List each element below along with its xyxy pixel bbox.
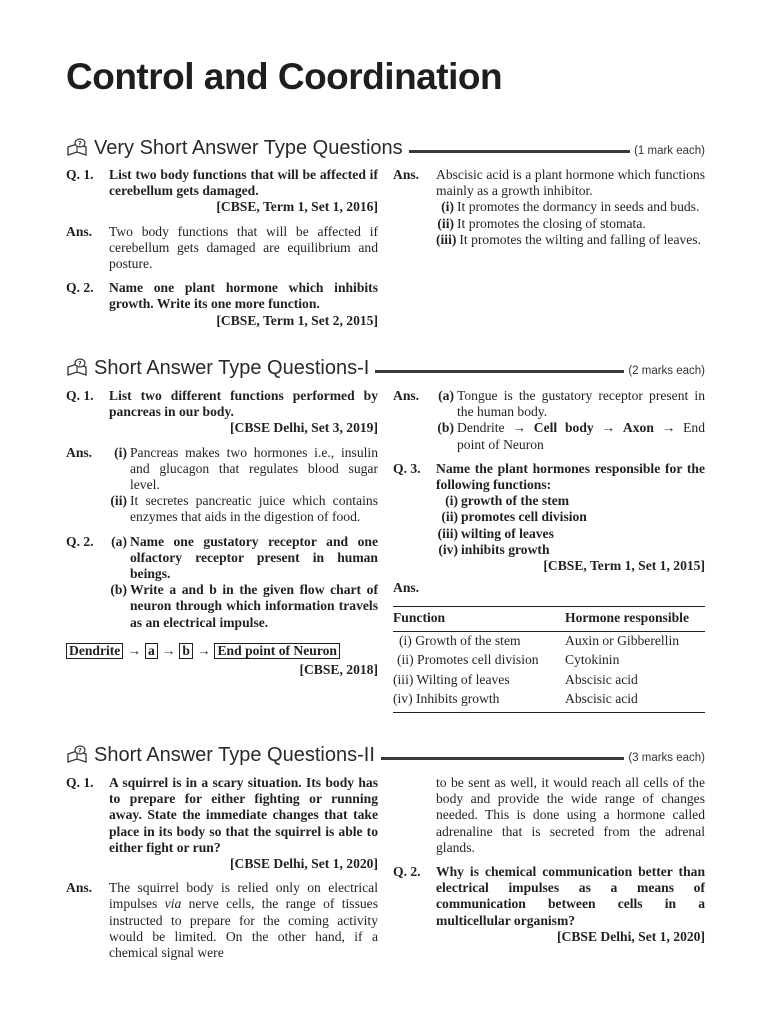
- question-text: List two different functions performed by pancreas in our body.: [109, 388, 378, 420]
- sa1-right-column: [393, 388, 705, 713]
- answer-label: Ans.: [66, 444, 93, 460]
- section-marks: (3 marks each): [628, 752, 705, 764]
- answer-1: [66, 445, 378, 526]
- section-header-very-short: [66, 136, 705, 160]
- answer-text: The squirrel body is relied only on electrical impulses via nerve cells, the range of tissues instructed to prepare for the coming activity would be limited. On the other hand, if a chemical signal were: [109, 880, 379, 961]
- arrow-right-icon: →: [196, 642, 211, 658]
- question-book-icon: [66, 138, 88, 158]
- question-label: Q. 1.: [66, 167, 94, 182]
- section-rule: [409, 150, 630, 153]
- question-text: List two body functions that will be affected if cerebellum gets damaged.: [109, 167, 378, 199]
- question-2: [66, 534, 378, 631]
- section-title: Very Short Answer Type Questions: [94, 136, 403, 159]
- question-reference: [CBSE, Term 1, Set 1, 2015]: [543, 558, 705, 574]
- svg-text:?: ?: [78, 746, 82, 755]
- neuron-flow-chart: [66, 643, 378, 659]
- answer-part: (a) Tongue is the gustatory receptor present in the human body.: [438, 388, 705, 420]
- table-header: Function: [393, 607, 565, 631]
- answer-text: Abscisic acid is a plant hormone which functions mainly as a growth inhibitor.: [436, 167, 705, 199]
- question-book-icon: [66, 358, 88, 378]
- question-label: Q. 2.: [66, 533, 94, 549]
- question-text: A squirrel is in a scary situation. Its body has to prepare for either fighting or running away. State the immediate changes that take place in its body so that the squirrel is able to either fight or run?: [109, 775, 378, 855]
- answer-1: [66, 880, 378, 961]
- arrow-right-icon: →: [512, 420, 526, 436]
- question-reference: [CBSE Delhi, Set 3, 2019]: [229, 420, 378, 436]
- section-header-short-1: [66, 356, 705, 380]
- question-item: (iv) inhibits growth: [438, 541, 550, 557]
- table-row: (iii) Wilting of leaves Abscisic acid: [393, 671, 638, 687]
- question-1: [66, 167, 378, 216]
- question-reference: [CBSE, 2018]: [299, 662, 378, 678]
- hormone-table: [393, 606, 705, 712]
- answer-point: (ii) It promotes the closing of stomata.: [437, 215, 646, 231]
- question-1: [66, 775, 378, 872]
- answer-1: [66, 224, 378, 273]
- question-text: Name one plant hormone which inhibits growth. Write its one more function.: [109, 280, 378, 312]
- answer-label: Ans.: [393, 167, 420, 182]
- question-label: Q. 2.: [66, 280, 94, 296]
- question-label: Q. 3.: [393, 460, 421, 476]
- answer-label: Ans.: [66, 223, 93, 239]
- flow-box-a: a: [145, 643, 158, 659]
- question-book-icon: [66, 745, 88, 765]
- svg-text:?: ?: [78, 139, 82, 148]
- arrow-right-icon: →: [127, 642, 141, 658]
- question-part: (a) Name one gustatory receptor and one olfactory receptor present in human beings.: [111, 533, 378, 582]
- arrow-right-icon: →: [661, 420, 676, 436]
- answer-text: to be sent as well, it would reach all cells of the body and provide the wide range of changes needed. This is done using a hormone called adrenaline that is secreted from the adrenal glands.: [436, 775, 705, 855]
- arrow-right-icon: →: [601, 420, 616, 436]
- flow-box-b: b: [179, 643, 193, 659]
- arrow-right-icon: →: [161, 642, 176, 658]
- section-title: Short Answer Type Questions-I: [94, 356, 370, 379]
- svg-text:?: ?: [78, 359, 82, 368]
- question-part: (b) Write a and b in the given flow chart of neuron through which information travels as an electrical impulse.: [110, 582, 378, 630]
- question-3: [393, 461, 705, 574]
- section-title: Short Answer Type Questions-II: [94, 743, 375, 766]
- table-row: (ii) Promotes cell division Cytokinin: [397, 652, 620, 668]
- sa2-left-column: [66, 775, 378, 961]
- question-2: [66, 280, 378, 329]
- answer-2: [393, 167, 705, 248]
- question-item: (i) growth of the stem: [445, 493, 570, 509]
- question-text: Name the plant hormones responsible for the following functions:: [436, 460, 705, 493]
- question-reference: [CBSE Delhi, Set 1, 2020]: [556, 928, 705, 944]
- flow-box-dendrite: Dendrite: [66, 643, 123, 659]
- question-reference: [CBSE, Term 1, Set 2, 2015]: [216, 312, 378, 328]
- question-1: [66, 388, 378, 437]
- answer-label: Ans.: [66, 880, 93, 896]
- answer-point: (i) Pancreas makes two hormones i.e., insulin and glucagon that regulates blood sugar level.: [114, 444, 378, 493]
- answer-label: Ans.: [393, 388, 420, 403]
- answer-1-continued: [393, 775, 705, 856]
- vsa-right-column: [393, 167, 705, 248]
- answer-point: (iii) It promotes the wilting and falling of leaves.: [436, 231, 701, 247]
- section-header-short-2: [66, 743, 705, 767]
- question-reference: [CBSE Delhi, Set 1, 2020]: [229, 856, 378, 872]
- question-label: Q. 1.: [66, 775, 94, 790]
- table-row: (iv) Inhibits growth Abscisic acid: [393, 690, 705, 712]
- answer-point: (i) It promotes the dormancy in seeds and buds.: [441, 199, 700, 215]
- question-2: [393, 864, 705, 945]
- answer-point: (ii) It secretes pancreatic juice which contains enzymes that aids in the digestion of food.: [110, 493, 378, 525]
- section-marks: (2 marks each): [628, 365, 705, 377]
- vsa-left-column: [66, 167, 378, 329]
- page-title: Control and Coordination: [66, 56, 503, 97]
- question-text: Why is chemical communication better than electrical impulses as a means of communication between cells in a multicellular organism?: [436, 864, 705, 928]
- answer-text: Two body functions that will be affected if cerebellum gets damaged are equilibrium and posture.: [109, 223, 378, 272]
- sa1-left-column: [66, 388, 378, 678]
- answer-part: (b) Dendrite → Cell body → Axon → End point of Neuron: [437, 420, 706, 452]
- question-item: (iii) wilting of leaves: [437, 525, 554, 541]
- table-row: (i) Growth of the stem Auxin or Gibberellin: [399, 632, 680, 648]
- flow-box-end-point: End point of Neuron: [214, 643, 339, 659]
- answer-label: Ans.: [393, 580, 420, 596]
- table-header: Hormone responsible: [565, 607, 705, 631]
- section-rule: [375, 370, 624, 373]
- section-rule: [381, 757, 624, 760]
- answer-2: [393, 388, 705, 453]
- sa2-right-column: [393, 775, 705, 945]
- question-item: (ii) promotes cell division: [441, 509, 587, 525]
- question-label: Q. 2.: [393, 864, 421, 880]
- question-reference: [CBSE, Term 1, Set 1, 2016]: [216, 199, 378, 215]
- section-marks: (1 mark each): [634, 145, 705, 157]
- question-label: Q. 1.: [66, 388, 94, 403]
